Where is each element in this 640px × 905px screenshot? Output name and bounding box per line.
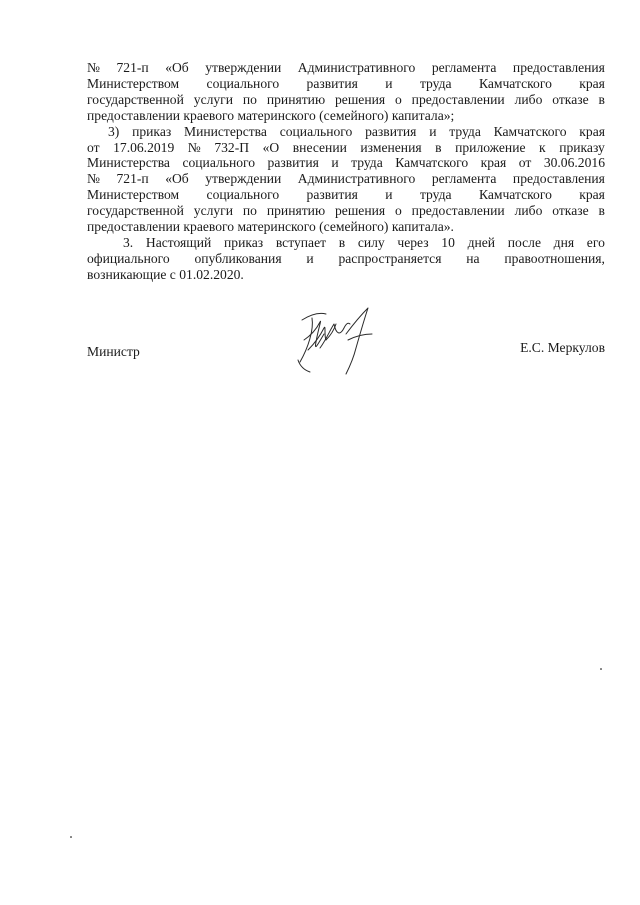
word: Административного <box>297 171 416 187</box>
word: Камчатского <box>478 75 552 91</box>
word: утверждении <box>205 171 282 187</box>
word: регламента <box>431 60 497 75</box>
paragraph-continuation <box>87 60 605 124</box>
word: и <box>331 155 339 171</box>
word: после <box>507 234 541 250</box>
word: и <box>385 187 393 203</box>
word: предоставления <box>512 171 605 187</box>
signer-name: Е.С. Меркулов <box>520 340 605 355</box>
handwritten-signature <box>290 300 390 380</box>
word: труда <box>351 155 383 171</box>
word: труда <box>449 123 481 139</box>
word: о <box>395 203 402 219</box>
word: и <box>385 75 393 91</box>
word: услуги <box>193 91 234 107</box>
word: приказ <box>132 123 172 139</box>
word: предоставления <box>512 60 605 75</box>
position-label: Министр <box>87 344 140 359</box>
word: предоставлении <box>411 203 505 219</box>
word: государственной <box>87 91 184 107</box>
word: официального <box>87 250 170 266</box>
text-line <box>87 203 605 219</box>
word: социального <box>206 187 280 203</box>
word: в <box>435 139 442 155</box>
word: социального <box>182 155 256 171</box>
word: утверждении <box>205 60 282 75</box>
word: по <box>242 203 257 219</box>
word: труда <box>419 187 452 203</box>
word: отказе <box>552 203 589 219</box>
word: Камчатского <box>493 123 567 139</box>
word: 3) <box>108 123 120 139</box>
word: № <box>187 139 201 155</box>
word: опубликования <box>194 250 282 266</box>
word: края <box>579 123 605 139</box>
word: Министерства <box>87 155 170 171</box>
word: и <box>306 250 314 266</box>
word: развития <box>306 187 358 203</box>
text-line <box>87 92 605 108</box>
word: «Об <box>165 60 189 75</box>
paragraph-item-3 <box>87 124 605 235</box>
word: социального <box>206 75 280 91</box>
word: № <box>87 171 100 187</box>
word: государственной <box>87 203 184 219</box>
word: по <box>242 91 257 107</box>
word: в <box>598 91 605 107</box>
text-line <box>87 187 605 203</box>
word: 3. <box>123 234 134 250</box>
word: Министерством <box>87 187 180 203</box>
word: 732-П <box>214 139 250 155</box>
word: «О <box>262 139 280 155</box>
text-line <box>87 124 605 140</box>
word: через <box>397 234 429 250</box>
word: и <box>429 123 437 139</box>
word: правоотношения, <box>504 250 605 266</box>
document-body <box>87 60 605 283</box>
text-line: предоставлении краевого материнского (семейного) капитала»; <box>87 107 455 123</box>
text-line <box>87 76 605 92</box>
word: труда <box>419 75 452 91</box>
word: предоставлении <box>411 91 505 107</box>
word: внесении <box>292 139 347 155</box>
word: 17.06.2019 <box>113 139 175 155</box>
word: изменения <box>360 139 422 155</box>
word: Министерством <box>87 75 180 91</box>
word: приказу <box>559 139 605 155</box>
word: приказ <box>224 234 264 250</box>
word: края <box>480 155 507 171</box>
word: развития <box>267 155 319 171</box>
word: о <box>395 91 402 107</box>
word: дней <box>467 234 496 250</box>
word: № <box>87 60 100 75</box>
word: 721-п <box>116 171 149 187</box>
paragraph-effective-date <box>87 235 605 283</box>
word: либо <box>514 91 543 107</box>
word: Настоящий <box>145 234 212 250</box>
scan-speck <box>70 836 72 838</box>
word: решения <box>334 203 386 219</box>
word: принятию <box>266 91 326 107</box>
word: силу <box>357 234 385 250</box>
word: его <box>586 234 605 250</box>
word: Административного <box>297 60 416 75</box>
word: края <box>579 187 605 203</box>
word: услуги <box>193 203 234 219</box>
word: Камчатского <box>478 187 552 203</box>
word: 10 <box>441 234 455 250</box>
word: 30.06.2016 <box>543 155 605 171</box>
word: в <box>598 203 605 219</box>
word: от <box>518 155 532 171</box>
word: к <box>539 139 546 155</box>
word: дня <box>553 234 575 250</box>
scan-speck <box>600 668 602 670</box>
word: решения <box>334 91 386 107</box>
word: социального <box>279 123 353 139</box>
text-line <box>87 155 605 171</box>
text-line: предоставлении краевого материнского (семейного) капитала». <box>87 219 454 235</box>
text-line <box>87 140 605 156</box>
word: Министерства <box>183 123 267 139</box>
word: 721-п <box>116 60 149 75</box>
word: распространяется <box>338 250 442 266</box>
text-line <box>87 60 605 76</box>
text-line <box>87 251 605 267</box>
text-line: возникающие с 01.02.2020. <box>87 266 244 282</box>
word: в <box>338 234 346 250</box>
word: развития <box>365 123 417 139</box>
text-line <box>87 171 605 187</box>
word: принятию <box>266 203 326 219</box>
word: «Об <box>165 171 189 187</box>
word: отказе <box>552 91 589 107</box>
word: приложение <box>455 139 526 155</box>
word: Камчатского <box>395 155 469 171</box>
word: от <box>87 139 100 155</box>
word: вступает <box>275 234 327 250</box>
word: на <box>466 250 480 266</box>
word: края <box>579 75 605 91</box>
word: либо <box>514 203 543 219</box>
word: регламента <box>431 171 497 187</box>
word: развития <box>306 75 358 91</box>
text-line <box>87 235 605 251</box>
